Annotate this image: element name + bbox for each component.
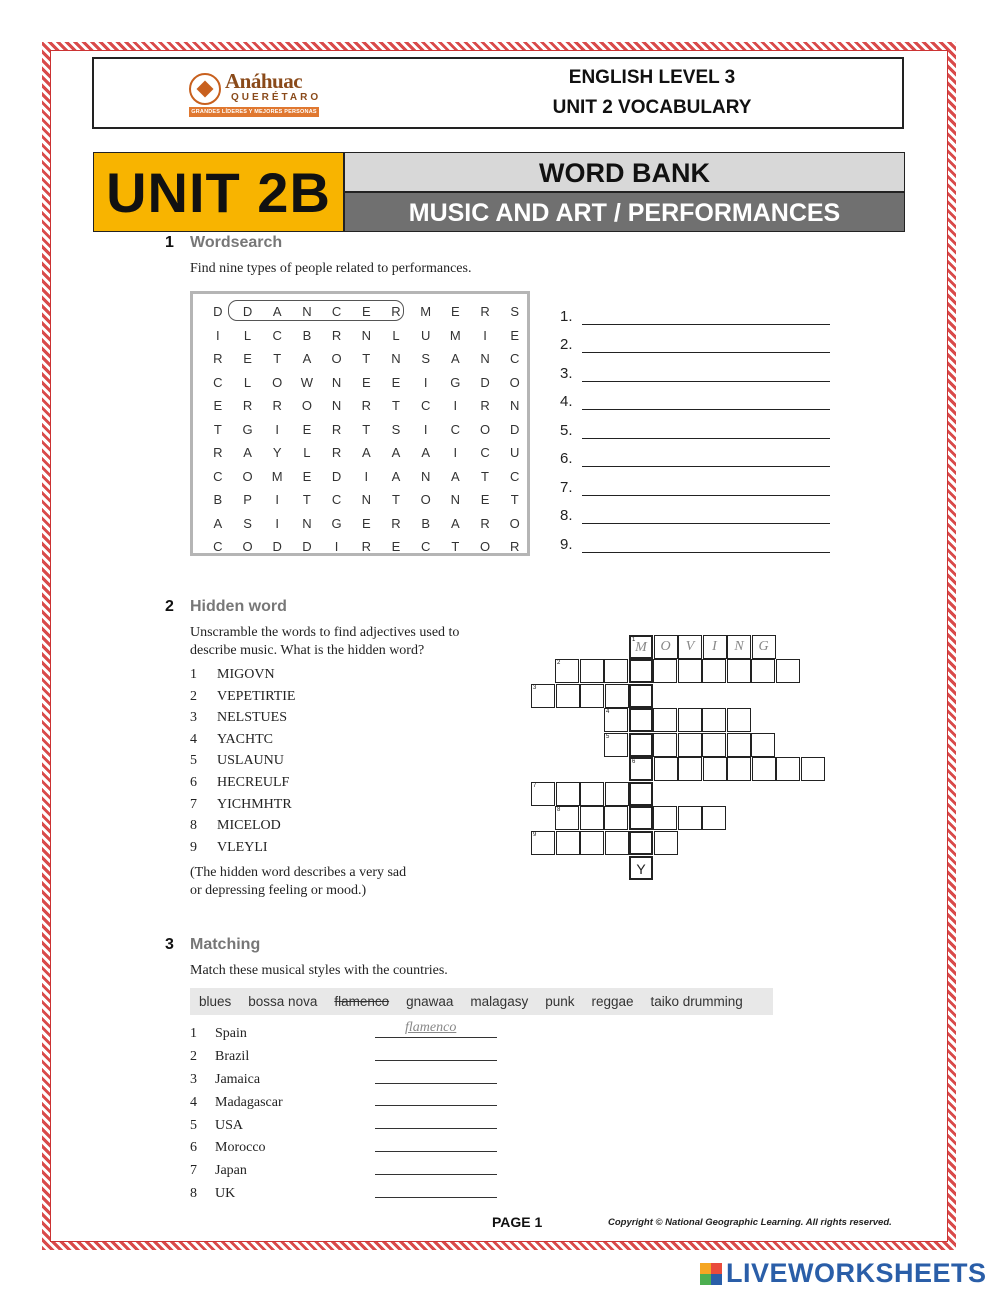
- wordsearch-letter: C: [480, 445, 490, 460]
- unit-title: UNIT 2B: [93, 152, 344, 232]
- scrambled-word-row: [190, 732, 295, 754]
- scrambled-word: VEPETIRTIE: [217, 688, 296, 704]
- wordsearch-letter: R: [331, 421, 342, 437]
- wordsearch-letter: R: [391, 515, 401, 531]
- wordsearch-letter: A: [302, 351, 312, 366]
- wordsearch-letter: E: [451, 304, 460, 319]
- wordsearch-letter: R: [213, 445, 223, 460]
- answer-number: 1.: [560, 307, 573, 325]
- country-name: Spain: [215, 1026, 247, 1042]
- answer-input-line[interactable]: [582, 538, 830, 553]
- music-style-word: taiko drumming: [650, 994, 743, 1009]
- answer-input-line[interactable]: [582, 395, 830, 410]
- answer-input-line[interactable]: [582, 338, 830, 353]
- answer-row: [560, 382, 830, 411]
- music-style-word: punk: [545, 994, 575, 1009]
- wordsearch-letter: B: [421, 515, 430, 531]
- wordsearch-letter: E: [243, 351, 252, 366]
- wordsearch-letter: I: [216, 327, 220, 343]
- topic-heading: MUSIC AND ART / PERFORMANCES: [344, 192, 905, 232]
- matching-example-answer: flamenco: [405, 1020, 457, 1035]
- wordsearch-letter: U: [510, 445, 520, 460]
- scrambled-word-number: 9: [190, 839, 197, 855]
- wordsearch-letter: I: [453, 398, 458, 413]
- matching-answer-line[interactable]: [375, 1105, 497, 1106]
- wordsearch-letter: E: [510, 327, 520, 343]
- wordsearch-letter: B: [302, 327, 312, 343]
- music-style-word: bossa nova: [248, 994, 318, 1009]
- wordsearch-letter: C: [510, 468, 520, 484]
- matching-answer-line: [375, 1037, 497, 1038]
- wordsearch-letter: G: [331, 515, 342, 531]
- answer-input-line[interactable]: [582, 310, 830, 325]
- wordsearch-letter: C: [510, 351, 520, 366]
- scrambled-word-number: 6: [190, 774, 197, 790]
- wordsearch-letter: R: [480, 398, 490, 413]
- answer-number: 2.: [560, 336, 573, 353]
- scrambled-word-row: [190, 840, 295, 862]
- wordsearch-letter: D: [331, 468, 342, 484]
- wordsearch-letter: A: [451, 515, 460, 531]
- wordsearch-letter: L: [243, 374, 252, 390]
- wordsearch-letter: N: [480, 351, 490, 366]
- scrambled-word-number: 3: [190, 710, 197, 726]
- section-3-number: 3: [165, 936, 174, 953]
- section-2-number: 2: [165, 598, 174, 615]
- wordsearch-letter: T: [451, 539, 460, 554]
- matching-answer-line[interactable]: [375, 1197, 497, 1198]
- word-bank-heading: WORD BANK: [344, 152, 905, 192]
- country-name: USA: [215, 1117, 244, 1133]
- wordsearch-letter: E: [361, 374, 371, 390]
- wordsearch-letter: S: [421, 351, 430, 366]
- scrambled-word-row: [190, 818, 295, 840]
- wordsearch-letter: T: [302, 492, 311, 507]
- answer-number: 4.: [560, 393, 573, 410]
- wordsearch-letter: I: [275, 515, 280, 531]
- matching-row: [190, 1160, 375, 1183]
- scrambled-word-row: [190, 753, 295, 775]
- scrambled-word-number: 8: [190, 818, 197, 834]
- wordsearch-letter: R: [391, 304, 401, 319]
- crossword-example-letter: I: [712, 639, 717, 654]
- wordsearch-letter: P: [243, 492, 252, 507]
- wordsearch-letter: G: [450, 374, 461, 390]
- crossword-example-letter: G: [758, 639, 769, 654]
- anahuac-logo: [189, 69, 322, 119]
- wordsearch-letter: E: [361, 515, 371, 531]
- logo-name: Anáhuac: [225, 69, 303, 93]
- answer-number: 7.: [560, 478, 573, 496]
- wordsearch-letter: N: [302, 515, 312, 531]
- music-style-word: gnawaa: [406, 994, 454, 1009]
- wordsearch-letter: T: [481, 468, 489, 484]
- wordsearch-letter: R: [213, 351, 223, 366]
- matching-row: [190, 1046, 375, 1069]
- crossword-clue-number: 2: [557, 660, 561, 666]
- answer-row: [560, 467, 830, 496]
- crossword-clue-number: 1: [632, 637, 636, 643]
- section-2-instruction-1: Unscramble the words to find adjectives used to: [190, 625, 460, 640]
- crossword-clue-number: 5: [606, 734, 610, 740]
- wordsearch-grid: [203, 300, 530, 559]
- answer-number: 6.: [560, 450, 573, 467]
- music-style-word: blues: [199, 994, 232, 1009]
- wordsearch-letter: R: [480, 304, 490, 319]
- answer-row: [560, 410, 830, 439]
- wordsearch-letter: C: [331, 492, 342, 507]
- section-3-title: Matching: [190, 936, 261, 953]
- wordsearch-letter: E: [391, 539, 401, 554]
- scrambled-word: USLAUNU: [217, 753, 284, 769]
- wordsearch-letter: I: [423, 421, 428, 437]
- logo-emblem-icon: [189, 73, 221, 105]
- wordsearch-letter: O: [272, 374, 283, 390]
- scrambled-word-row: [190, 667, 295, 689]
- logo-tagline: GRANDES LÍDERES Y MEJORES PERSONAS: [189, 107, 319, 117]
- wordsearch-letter: R: [361, 398, 371, 413]
- scrambled-word: HECREULF: [217, 774, 290, 790]
- scrambled-word-list: [190, 667, 295, 861]
- course-level: ENGLISH LEVEL 3: [568, 67, 736, 88]
- wordsearch-letter: N: [331, 374, 342, 390]
- wordsearch-letter: A: [421, 445, 430, 460]
- scrambled-word: VLEYLI: [217, 839, 268, 855]
- music-style-word: reggae: [591, 994, 634, 1009]
- crossword-example-letter: V: [685, 639, 695, 654]
- answer-row: [560, 353, 830, 382]
- scrambled-word-number: 7: [190, 796, 197, 812]
- matching-number: 5: [190, 1117, 197, 1133]
- wordsearch-letter: N: [391, 351, 401, 366]
- matching-row: [190, 1183, 375, 1206]
- scrambled-word-row: [190, 710, 295, 732]
- wordsearch-letter: C: [331, 304, 342, 319]
- wordsearch-letter: A: [213, 515, 223, 531]
- liveworksheets-icon: [700, 1263, 722, 1285]
- wordsearch-letter: T: [391, 398, 400, 413]
- wordsearch-letter: I: [423, 374, 428, 390]
- section-3-instruction: Match these musical styles with the countries.: [190, 963, 448, 978]
- answer-row: [560, 524, 830, 553]
- answer-input-line[interactable]: [582, 424, 830, 439]
- scrambled-word-number: 5: [190, 753, 197, 769]
- wordsearch-letter: R: [480, 515, 490, 531]
- wordsearch-letter: N: [361, 327, 371, 343]
- crossword-clue-number: 6: [632, 759, 636, 765]
- wordsearch-letter: O: [331, 351, 342, 366]
- scrambled-word-row: [190, 775, 295, 797]
- wordsearch-letter: D: [510, 421, 520, 437]
- matching-number: 6: [190, 1140, 197, 1156]
- wordsearch-letter: E: [391, 374, 401, 390]
- wordsearch-letter: N: [420, 468, 431, 484]
- wordsearch-letter: N: [331, 398, 342, 413]
- wordsearch-letter: O: [509, 374, 520, 390]
- wordsearch-letter: S: [510, 304, 520, 319]
- wordsearch-letter: U: [420, 327, 431, 343]
- matching-row: [190, 1091, 375, 1114]
- wordsearch-letter: C: [213, 468, 223, 484]
- matching-row: [190, 1069, 375, 1092]
- wordsearch-letter: L: [243, 327, 252, 343]
- wordsearch-letter: A: [272, 304, 282, 319]
- wordsearch-letter: E: [213, 398, 223, 413]
- wordsearch-letter: A: [361, 445, 371, 460]
- matching-number: 1: [190, 1026, 197, 1042]
- matching-number: 7: [190, 1163, 197, 1179]
- matching-answer-line[interactable]: [375, 1128, 497, 1129]
- crossword-clue-number: 8: [557, 807, 561, 813]
- matching-answer-line[interactable]: [375, 1060, 497, 1061]
- wordsearch-letter: C: [420, 539, 431, 554]
- answer-input-line[interactable]: [582, 481, 830, 496]
- wordsearch-letter: O: [242, 539, 253, 554]
- wordsearch-letter: E: [361, 304, 371, 319]
- liveworksheets-logo: [700, 1258, 987, 1289]
- scrambled-word-number: 1: [190, 667, 197, 682]
- wordsearch-letter: A: [451, 468, 460, 484]
- answer-input-line[interactable]: [582, 452, 830, 467]
- answer-number: 5.: [560, 421, 573, 439]
- country-name: Japan: [215, 1163, 247, 1179]
- wordsearch-letter: E: [302, 468, 312, 484]
- wordsearch-letter: O: [479, 539, 491, 554]
- wordsearch-letter: N: [302, 304, 312, 319]
- wordsearch-letter: T: [510, 492, 519, 507]
- wordsearch-letter: I: [483, 327, 487, 343]
- wordsearch-letter: Y: [272, 445, 282, 460]
- wordsearch-letter: O: [301, 398, 312, 413]
- scrambled-word-number: 4: [190, 731, 197, 747]
- country-name: Morocco: [215, 1140, 266, 1156]
- wordsearch-letter: B: [213, 492, 223, 507]
- wordsearch-letter: S: [243, 515, 252, 531]
- liveworksheets-brand: LIVEWORKSHEETS: [726, 1258, 987, 1288]
- wordsearch-letter: C: [272, 327, 282, 343]
- page-number: PAGE 1: [492, 1214, 543, 1230]
- section-2-instruction-2: describe music. What is the hidden word?: [190, 643, 425, 658]
- wordsearch-letter: N: [450, 492, 461, 507]
- wordsearch-letter: O: [242, 468, 253, 484]
- answer-input-line[interactable]: [582, 509, 830, 524]
- wordsearch-letter: I: [334, 539, 339, 554]
- wordsearch-letter: R: [361, 539, 371, 554]
- crossword-clue-number: 9: [533, 832, 537, 838]
- wordsearch-letter: C: [420, 398, 431, 413]
- wordsearch-letter: T: [362, 351, 371, 366]
- scrambled-word: MICELOD: [217, 818, 281, 834]
- music-styles-bank: [190, 988, 773, 1015]
- crossword-hidden-letter: Y: [636, 861, 646, 877]
- wordsearch-letter: S: [391, 421, 401, 437]
- wordsearch-letter: C: [213, 539, 223, 554]
- scrambled-word: MIGOVN: [217, 667, 275, 682]
- answer-number: 9.: [560, 535, 573, 553]
- logo-sub: QUERÉTARO: [231, 92, 322, 103]
- matching-answer-line[interactable]: [375, 1151, 497, 1152]
- wordsearch-answer-list: [560, 296, 830, 553]
- matching-number: 2: [190, 1049, 197, 1065]
- wordsearch-letter: E: [302, 421, 312, 437]
- wordsearch-letter: T: [362, 421, 371, 437]
- matching-row: [190, 1137, 375, 1160]
- crossword-example-letter: N: [734, 639, 744, 654]
- country-name: Jamaica: [215, 1071, 261, 1087]
- crossword-clue-number: 7: [533, 783, 537, 789]
- answer-row: [560, 439, 830, 468]
- scrambled-word-row: [190, 689, 295, 711]
- wordsearch-letter: T: [213, 421, 222, 437]
- scrambled-word: YACHTC: [217, 731, 274, 747]
- matching-row: [190, 1023, 375, 1046]
- wordsearch-letter: T: [391, 492, 400, 507]
- wordsearch-letter: C: [213, 374, 223, 390]
- answer-number: 3.: [560, 364, 573, 382]
- matching-number: 3: [190, 1071, 197, 1087]
- scrambled-word: YICHMHTR: [217, 796, 292, 812]
- wordsearch-letter: M: [420, 304, 432, 319]
- crossword-clue-number: 4: [606, 709, 610, 715]
- wordsearch-box: [190, 291, 530, 556]
- scrambled-word: NELSTUES: [217, 710, 287, 726]
- wordsearch-letter: T: [273, 351, 282, 366]
- country-name: UK: [215, 1185, 236, 1201]
- wordsearch-letter: R: [242, 398, 253, 413]
- copyright: Copyright © National Geographic Learning. All rights reserved.: [608, 1217, 892, 1228]
- wordsearch-letter: I: [453, 445, 458, 460]
- answer-row: [560, 325, 830, 354]
- wordsearch-letter: R: [331, 445, 342, 460]
- wordsearch-letter: I: [275, 421, 280, 437]
- course-unit: UNIT 2 VOCABULARY: [552, 97, 752, 118]
- country-name: Madagascar: [215, 1094, 283, 1110]
- crossword-clue-number: 3: [533, 685, 537, 691]
- matching-answer-line[interactable]: [375, 1083, 497, 1084]
- music-style-word: flamenco: [334, 994, 390, 1009]
- wordsearch-letter: M: [271, 468, 283, 484]
- wordsearch-letter: C: [450, 421, 461, 437]
- wordsearch-letter: D: [242, 304, 253, 319]
- wordsearch-letter: M: [449, 327, 461, 343]
- answer-row: [560, 496, 830, 525]
- matching-list: [190, 1023, 375, 1205]
- wordsearch-letter: D: [213, 304, 223, 319]
- matching-answer-line[interactable]: [375, 1174, 497, 1175]
- wordsearch-letter: D: [480, 374, 490, 390]
- wordsearch-letter: A: [391, 468, 401, 484]
- hidden-word-note-2: or depressing feeling or mood.): [190, 883, 367, 898]
- wordsearch-letter: A: [451, 351, 460, 366]
- wordsearch-letter: G: [242, 421, 253, 437]
- matching-number: 8: [190, 1185, 197, 1201]
- section-1-number: 1: [165, 234, 174, 251]
- wordsearch-letter: O: [420, 492, 431, 507]
- scrambled-word-number: 2: [190, 688, 197, 704]
- wordsearch-letter: D: [302, 539, 312, 554]
- wordsearch-letter: R: [272, 398, 282, 413]
- answer-row: [560, 296, 830, 325]
- country-name: Brazil: [215, 1049, 250, 1065]
- section-1-instruction: Find nine types of people related to performances.: [190, 261, 472, 276]
- page-header: [92, 57, 904, 129]
- wordsearch-letter: D: [272, 539, 282, 554]
- wordsearch-letter: L: [303, 445, 311, 460]
- wordsearch-letter: I: [364, 468, 369, 484]
- section-1-title: Wordsearch: [190, 234, 283, 251]
- matching-number: 4: [190, 1094, 197, 1110]
- hidden-word-note-1: (The hidden word describes a very sad: [190, 865, 407, 880]
- wordsearch-letter: O: [509, 515, 520, 531]
- wordsearch-letter: R: [331, 327, 342, 343]
- matching-row: [190, 1114, 375, 1137]
- wordsearch-letter: W: [300, 374, 314, 390]
- wordsearch-letter: A: [243, 445, 252, 460]
- wordsearch-letter: L: [392, 327, 400, 343]
- crossword-example-letter: M: [635, 640, 647, 655]
- section-2-title: Hidden word: [190, 598, 287, 615]
- wordsearch-letter: O: [479, 421, 491, 437]
- wordsearch-letter: I: [275, 492, 280, 507]
- wordsearch-letter: E: [480, 492, 490, 507]
- wordsearch-letter: N: [361, 492, 371, 507]
- wordsearch-letter: N: [510, 398, 520, 413]
- scrambled-word-row: [190, 797, 295, 819]
- wordsearch-letter: A: [391, 445, 401, 460]
- music-style-word: malagasy: [470, 994, 529, 1009]
- answer-input-line[interactable]: [582, 367, 830, 382]
- crossword-example-letter: O: [660, 639, 671, 654]
- answer-number: 8.: [560, 507, 573, 524]
- wordsearch-letter: R: [510, 539, 520, 554]
